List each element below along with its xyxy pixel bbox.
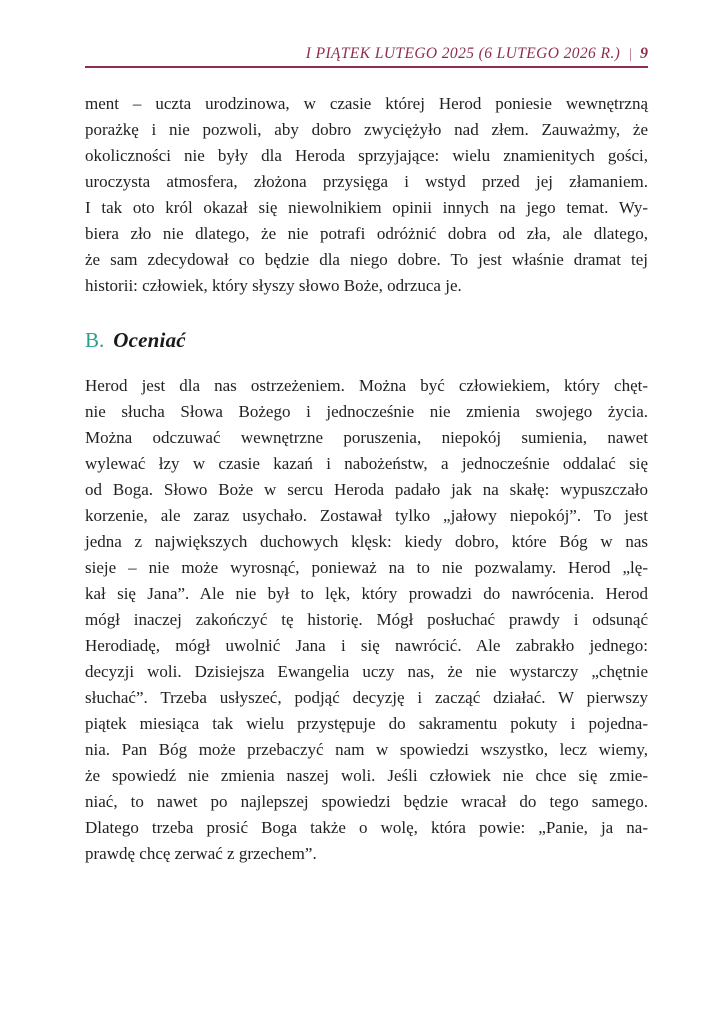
header-separator: | — [629, 47, 632, 62]
text-line: okoliczności nie były dla Heroda sprzyjające: wielu znamienitych gości, — [85, 146, 648, 165]
header-rule — [85, 66, 648, 68]
text-line: nia. Pan Bóg może przebaczyć nam w spowiedzi wszystko, lecz wiemy, — [85, 740, 648, 759]
text-line: Dlatego trzeba prosić Boga także o wolę, która powie: „Panie, ja na- — [85, 818, 648, 837]
intro-paragraph — [85, 91, 648, 299]
text-line: jedna z największych duchowych klęsk: kiedy dobro, które Bóg w nas — [85, 532, 648, 551]
text-line: piątek miesiąca tak wielu przystępuje do sakramentu pokuty i pojedna- — [85, 714, 648, 733]
text-line: uroczysta atmosfera, złożona przysięga i wstyd przed jej złamaniem. — [85, 172, 648, 191]
text-line: kał się Jana”. Ale nie był to lęk, który prowadzi do nawrócenia. Herod — [85, 584, 648, 603]
running-title: I PIĄTEK LUTEGO 2025 (6 LUTEGO 2026 R.) — [305, 45, 621, 62]
text-line: że sam zdecydował co będzie dla niego dobre. To jest właśnie dramat tej — [85, 250, 648, 269]
text-line: Herod jest dla nas ostrzeżeniem. Można być człowiekiem, który chęt- — [85, 376, 648, 395]
text-line: Można odczuwać wewnętrzne poruszenia, niepokój sumienia, nawet — [85, 428, 648, 447]
section-heading — [85, 327, 648, 353]
text-line: ment – uczta urodzinowa, w czasie której Herod poniesie wewnętrzną — [85, 94, 648, 113]
section-title: Oceniać — [113, 328, 186, 352]
page-header — [85, 0, 648, 63]
text-line: porażkę i nie pozwoli, aby dobro zwyciężyło nad złem. Zauważmy, że — [85, 120, 648, 139]
text-line: historii: człowiek, który słyszy słowo Boże, odrzuca je. — [85, 276, 462, 295]
text-line: I tak oto król okazał się niewolnikiem opinii innych na jego temat. Wy- — [85, 198, 648, 217]
page-number: 9 — [640, 45, 648, 62]
text-line: nie słucha Słowa Bożego i jednocześnie nie zmienia swojego życia. — [85, 402, 648, 421]
text-line: wylewać łzy w czasie kazań i nabożeństw, a jednocześnie oddalać się — [85, 454, 648, 473]
text-line: sieje – nie może wyrosnąć, ponieważ na to nie pozwalamy. Herod „lę- — [85, 558, 648, 577]
text-line: Herodiadę, mógł uwolnić Jana i się nawrócić. Ale zabrakło jednego: — [85, 636, 648, 655]
section-letter: B. — [85, 328, 105, 352]
text-line: biera zło nie dlatego, że nie potrafi odróżnić dobra od zła, ale dlatego, — [85, 224, 648, 243]
text-line: mógł inaczej zakończyć tę historię. Mógł posłuchać prawdy i odsunąć — [85, 610, 648, 629]
text-line: korzenie, ale zaraz usychało. Zostawał tylko „jałowy niepokój”. To jest — [85, 506, 648, 525]
text-line: od Boga. Słowo Boże w sercu Heroda padało jak na skałę: wypuszczało — [85, 480, 648, 499]
text-line: prawdę chcę zerwać z grzechem”. — [85, 844, 317, 863]
text-line: słuchać”. Trzeba usłyszeć, podjąć decyzję i zacząć działać. W pierwszy — [85, 688, 648, 707]
text-line: że spowiedź nie zmienia naszej woli. Jeśli człowiek nie chce się zmie- — [85, 766, 648, 785]
text-line: niać, to nawet po najlepszej spowiedzi będzie wracał do tego samego. — [85, 792, 648, 811]
text-line: decyzji woli. Dzisiejsza Ewangelia uczy nas, że nie wystarczy „chętnie — [85, 662, 648, 681]
body-paragraph — [85, 373, 648, 867]
